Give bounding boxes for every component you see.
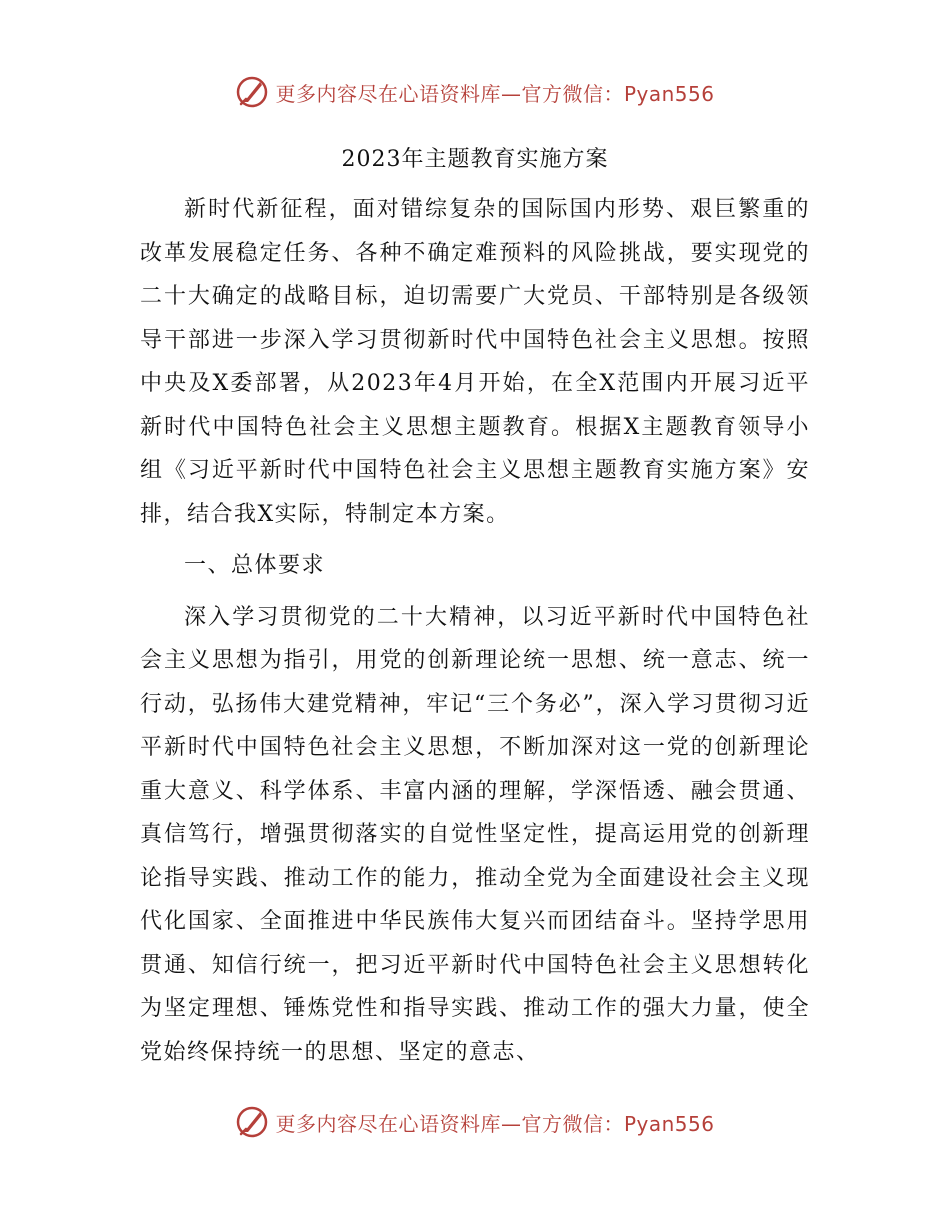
feather-pen-logo-icon: [235, 75, 269, 109]
watermark-text: 更多内容尽在心语资料库—官方微信：Pyan556: [275, 81, 715, 106]
intro-paragraph: 新时代新征程，面对错综复杂的国际国内形势、艰巨繁重的改革发展稳定任务、各种不确定难预料的风险挑战，要实现党的二十大确定的战略目标，迫切需要广大党员、干部特别是各级领导干部进一步深入学习贯彻新时代中国特色社会主义思想。按照中央及X委部署，从2023年4月开始，在全X范围内开展习近平新时代中国特色社会主义思想主题教育。根据X主题教育领导小组《习近平新时代中国特色社会主义思想主题教育实施方案》安排，结合我X实际，特制定本方案。: [140, 197, 810, 527]
section-heading: 一、总体要求: [184, 553, 326, 578]
document-body: [140, 188, 810, 1074]
watermark-text: 更多内容尽在心语资料库—官方微信：Pyan556: [275, 1111, 715, 1136]
watermark-footer: [0, 1102, 950, 1142]
feather-pen-logo-icon: [235, 1105, 269, 1139]
section-paragraph: 深入学习贯彻党的二十大精神，以习近平新时代中国特色社会主义思想为指引，用党的创新理论统一思想、统一意志、统一行动，弘扬伟大建党精神，牢记“三个务必”，深入学习贯彻习近平新时代中国特色社会主义思想，不断加深对这一党的创新理论重大意义、科学体系、丰富内涵的理解，学深悟透、融会贯通、真信笃行，增强贯彻落实的自觉性坚定性，提高运用党的创新理论指导实践、推动工作的能力，推动全党为全面建设社会主义现代化国家、全面推进中华民族伟大复兴而团结奋斗。坚持学思用贯通、知信行统一，把习近平新时代中国特色社会主义思想转化为坚定理想、锤炼党性和指导实践、推动工作的强大力量，使全党始终保持统一的思想、坚定的意志、: [140, 604, 810, 1065]
document-title: 2023年主题教育实施方案: [341, 147, 609, 172]
watermark-header: [0, 72, 950, 112]
